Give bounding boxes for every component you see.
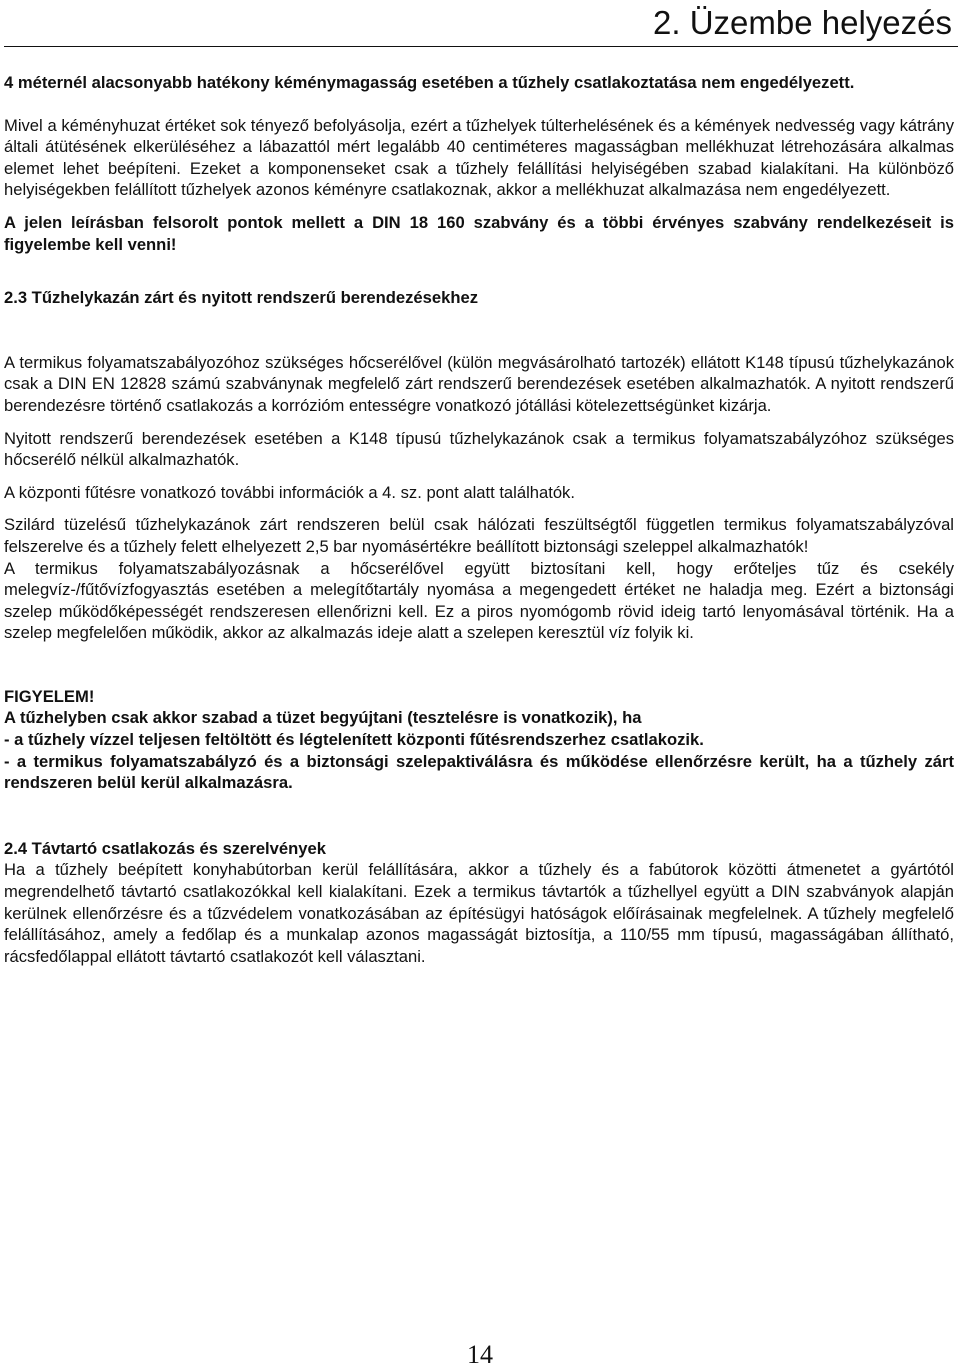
warning-title: FIGYELEM! xyxy=(4,686,95,706)
chapter-title: 2. Üzembe helyezés xyxy=(653,4,952,41)
paragraph-secondary-draft: Mivel a kéményhuzat értéket sok tényező befolyásolja, ezért a tűzhelyek túlterhelésének és a kémények nedvesség vagy kátrány általi átütésének elkerüléséhez a lábazattól mért legalább 40 centiméteres magasságban mellékhuzat létrehozására alkalmas elemet lehet beépíteni. Ezeket a komponenseket csak a tűzhely felállítási helyiségében szabad kialakítani. Ha különböző helyiségekben felállított tűzhelyek azonos kéményre csatlakoznak, akkor a mellékhuzat alkalmazása nem engedélyezett. xyxy=(4,115,954,200)
section-heading-2-4: 2.4 Távtartó csatlakozás és szerelvények xyxy=(4,838,326,858)
header-divider xyxy=(4,46,958,47)
page-number: 14 xyxy=(467,1340,493,1369)
warning-block xyxy=(4,686,954,794)
paragraph-spacer-connection: Ha a tűzhely beépített konyhabútorban kerül felállítására, akkor a tűzhely és a fabútorok közötti átmenetet a gyártótól megrendelhető távtartó csatlakozókkal kell kialakítani. Ezek a termikus távtartók a tűzhellyel együtt a DIN szabványok alapján kerülnek ellenőrzésre és a tűzvédelem vonatkozásában az építésügyi hatóságok előírásainak megfelelnek. A tűzhely megfelelő felállításához, amely a fedőlap és a munkalap azonos magasságát biztosítja, a 110/55 mm típusú, magasságában állítható, rácsfedőlappal ellátott távtartó csatlakozót kell választani. xyxy=(4,860,954,966)
paragraph-chimney-height-warning: 4 méternél alacsonyabb hatékony kéménymagasság esetében a tűzhely csatlakoztatása nem engedélyezett. xyxy=(4,73,855,92)
warning-line: A tűzhelyben csak akkor szabad a tüzet begyújtani (tesztelésre is vonatkozik), ha xyxy=(4,708,642,728)
warning-line: - a tűzhely vízzel teljesen feltöltött és légtelenített központi fűtésrendszerhez csatlakozik. xyxy=(4,730,704,750)
warning-line: - a termikus folyamatszabályzó és a biztonsági szelepaktiválásra és működése ellenőrzésre került, ha a tűzhely zárt rendszeren belül kerül alkalmazásra. xyxy=(4,751,954,793)
page-body xyxy=(4,72,954,967)
paragraph-thermal-regulator: A termikus folyamatszabályozóhoz szükséges hőcserélővel (külön megvásárolható tartozék) ellátott K148 típusú tűzhelykazánok csak a DIN EN 12828 számú szabványnak megfelelő zárt rendszerű berendezések esetében alkalmazhatók. A nyitott rendszerű berendezésre történő csatlakozás a korrózióm entességre vonatkozó jótállási kötelezettségünket kizárja. xyxy=(4,352,954,415)
paragraph-central-heating-reference: A központi fűtésre vonatkozó további információk a 4. sz. pont alatt találhatók. xyxy=(4,482,575,502)
paragraph-solid-fuel-safety-valve: Szilárd tüzelésű tűzhelykazánok zárt rendszeren belül csak hálózati feszültségtől független termikus folyamatszabályzóval felszerelve és a tűzhely felett elhelyezett 2,5 bar nyomásértékre beállított biztonsági szeleppel alkalmazhatók! xyxy=(4,515,954,556)
paragraph-din-standard-note: A jelen leírásban felsorolt pontok mellett a DIN 18 160 szabvány és a többi érvényes szabvány rendelkezéseit is figyelembe kell venni! xyxy=(4,212,954,254)
paragraph-open-system: Nyitott rendszerű berendezések esetében a K148 típusú tűzhelykazánok csak a termikus folyamatszabályzóhoz szükséges hőcserélő nélkül alkalmazhatók. xyxy=(4,428,954,470)
paragraph-valve-check: A termikus folyamatszabályozásnak a hőcserélővel együtt biztosítani kell, hogy erőteljes tűz és csekély melegvíz-/fűtővízfogyasztás esetében a melegítőtartály nyomása a megengedett értéket ne haladja meg. Ezért a biztonsági szelep működőképességét rendszeresen ellenőrizni kell. Ez a piros nyomógomb rövid ideig tartó lenyomásával történik. Ha a szelep megfelelően működik, akkor az alkalmazás ideje alatt a szelepen keresztül víz folyik ki. xyxy=(4,558,954,643)
section-heading-2-3: 2.3 Tűzhelykazán zárt és nyitott rendszerű berendezésekhez xyxy=(4,288,479,308)
